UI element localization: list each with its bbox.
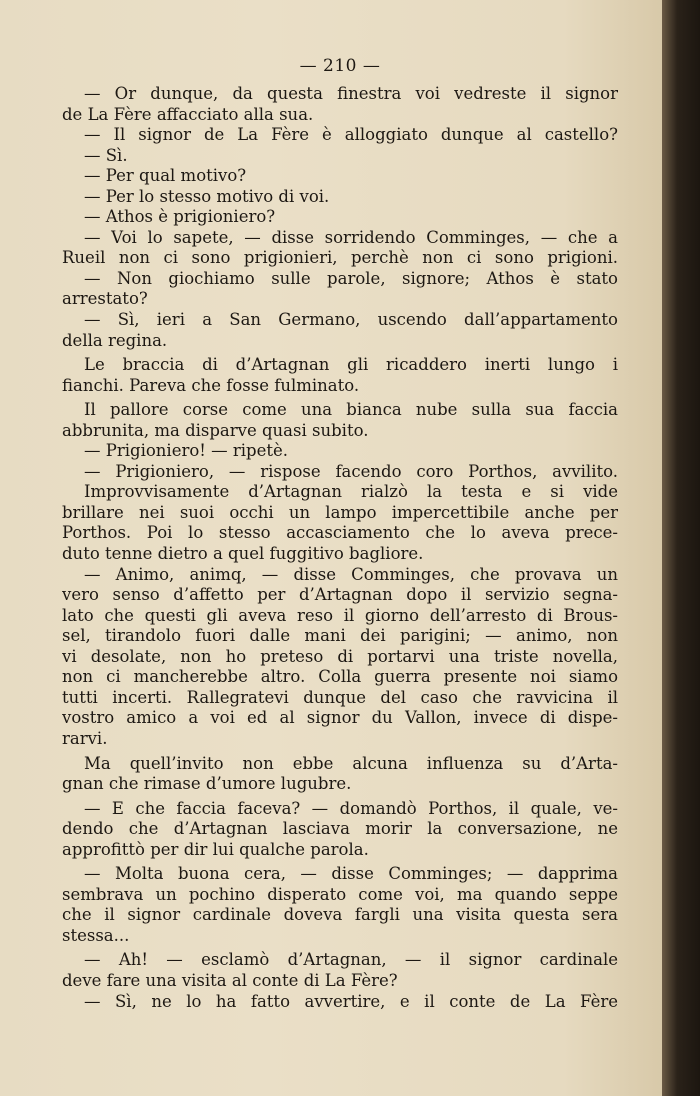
- text-line: stessa...: [62, 925, 130, 945]
- text-line: — Animo, animq, — disse Comminges, che provava un: [84, 564, 618, 584]
- text-line: rarvi.: [62, 728, 108, 748]
- text-line: arrestato?: [62, 289, 148, 309]
- text-line: della regina.: [62, 330, 168, 350]
- text-line: de La Fère affacciato alla sua.: [62, 104, 314, 124]
- text-line: — Il signor de La Fère è alloggiato dunque al castello?: [84, 125, 618, 145]
- text-line: — Prigioniero! — ripetè.: [84, 441, 289, 461]
- text-line: — Sì.: [84, 145, 128, 165]
- text-line: vostro amico a voi ed al signor du Vallon, invece di dispe-: [62, 708, 618, 728]
- text-line: Ma quell’invito non ebbe alcuna influenza su d’Arta-: [84, 753, 618, 773]
- text-line: brillare nei suoi occhi un lampo impercettibile anche per: [62, 502, 618, 522]
- text-line: — Sì, ne lo ha fatto avvertire, e il conte de La Fère: [84, 991, 618, 1011]
- text-line: Porthos. Poi lo stesso accasciamento che lo aveva prece-: [62, 523, 618, 543]
- text-line: — Per lo stesso motivo di voi.: [84, 186, 330, 206]
- text-line: — E che faccia faceva? — domandò Porthos, il quale, ve-: [84, 798, 618, 818]
- text-line: gnan che rimase d’umore lugubre.: [62, 774, 352, 794]
- text-line: non ci mancherebbe altro. Colla guerra presente noi siamo: [62, 667, 618, 687]
- text-line: Le braccia di d’Artagnan gli ricaddero inerti lungo i: [84, 355, 618, 375]
- text-line: — Ah! — esclamò d’Artagnan, — il signor cardinale: [84, 950, 618, 970]
- page-body-text: [62, 84, 618, 1012]
- text-line: — Athos è prigioniero?: [84, 207, 276, 227]
- text-line: — Non giochiamo sulle parole, signore; Athos è stato: [84, 268, 618, 288]
- text-line: abbrunita, ma disparve quasi subito.: [62, 420, 369, 440]
- text-line: tutti incerti. Rallegratevi dunque del caso che ravvicina il: [62, 687, 618, 707]
- text-line: — Or dunque, da questa finestra voi vedreste il signor: [84, 84, 618, 103]
- text-line: — Prigioniero, — rispose facendo coro Porthos, avvilito.: [84, 461, 618, 481]
- text-line: che il signor cardinale doveva fargli una visita questa sera: [62, 905, 618, 925]
- text-line: vero senso d’affetto per d’Artagnan dopo il servizio segna-: [62, 585, 618, 605]
- book-gutter: [662, 0, 700, 1096]
- text-line: lato che questi gli aveva reso il giorno dell’arresto di Brous-: [62, 605, 618, 625]
- text-line: Rueil non ci sono prigionieri, perchè non ci sono prigioni.: [62, 248, 618, 268]
- text-line: — Molta buona cera, — disse Comminges; — dapprima: [84, 864, 618, 884]
- text-line: — Voi lo sapete, — disse sorridendo Comminges, — che a: [84, 227, 618, 247]
- text-line: deve fare una visita al conte di La Fère?: [62, 970, 398, 990]
- text-line: Il pallore corse come una bianca nube sulla sua faccia: [84, 400, 618, 420]
- text-line: Improvvisamente d’Artagnan rialzò la testa e si vide: [84, 482, 618, 502]
- text-line: vi desolate, non ho preteso di portarvi una triste novella,: [62, 646, 618, 666]
- text-line: — Per qual motivo?: [84, 166, 247, 186]
- page-number: — 210 —: [299, 56, 381, 76]
- text-line: sel, tirandolo fuori dalle mani dei parigini; — animo, non: [62, 626, 618, 646]
- text-line: sembrava un pochino disperato come voi, ma quando seppe: [62, 884, 618, 904]
- text-line: approfittò per dir lui qualche parola.: [62, 839, 369, 859]
- text-line: — Sì, ieri a San Germano, uscendo dall’appartamento: [84, 310, 618, 330]
- text-line: dendo che d’Artagnan lasciava morir la conversazione, ne: [62, 819, 618, 839]
- text-line: fianchi. Pareva che fosse fulminato.: [62, 375, 360, 395]
- text-line: duto tenne dietro a quel fuggitivo bagliore.: [62, 544, 424, 564]
